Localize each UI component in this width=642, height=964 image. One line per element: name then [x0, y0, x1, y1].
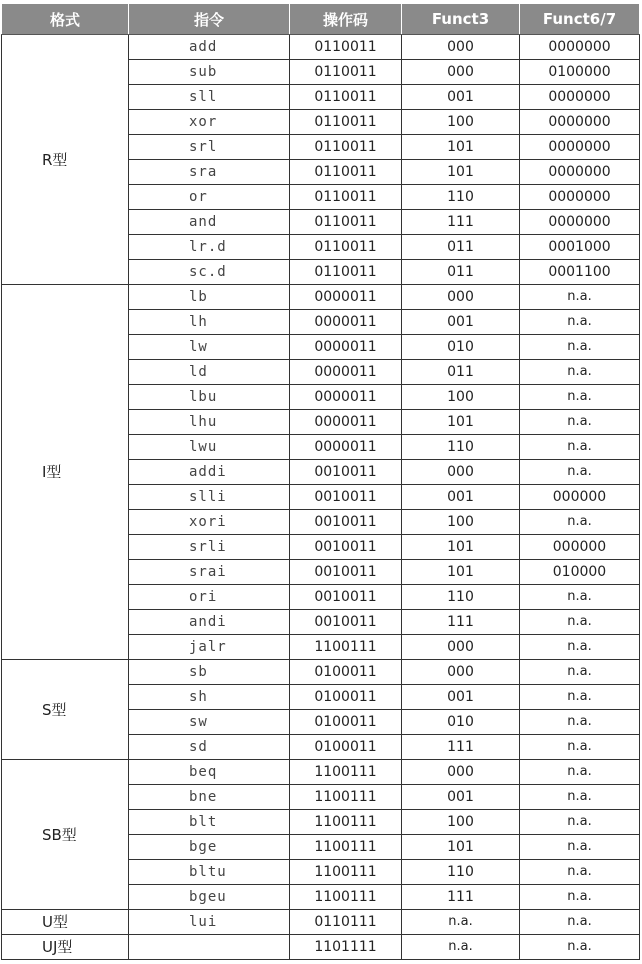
- instruction-encoding-table: [1, 3, 640, 960]
- instruction-cell: sra: [129, 160, 290, 185]
- funct67-cell: n.a.: [520, 785, 640, 810]
- funct3-cell: 001: [402, 685, 520, 710]
- instruction-cell: ld: [129, 360, 290, 385]
- opcode-cell: 1100111: [290, 760, 402, 785]
- instruction-cell: xor: [129, 110, 290, 135]
- opcode-cell: 0110011: [290, 110, 402, 135]
- opcode-cell: 0010011: [290, 535, 402, 560]
- opcode-cell: 0110011: [290, 210, 402, 235]
- funct67-cell: n.a.: [520, 710, 640, 735]
- funct67-cell: n.a.: [520, 510, 640, 535]
- instruction-cell: sb: [129, 660, 290, 685]
- table-row: [2, 35, 640, 60]
- opcode-cell: 1100111: [290, 810, 402, 835]
- funct3-cell: 000: [402, 635, 520, 660]
- opcode-cell: 0010011: [290, 485, 402, 510]
- funct67-cell: n.a.: [520, 285, 640, 310]
- opcode-cell: 0110011: [290, 135, 402, 160]
- opcode-cell: 1100111: [290, 785, 402, 810]
- funct67-cell: 010000: [520, 560, 640, 585]
- opcode-cell: 0000011: [290, 360, 402, 385]
- funct3-cell: 011: [402, 235, 520, 260]
- instruction-cell: srl: [129, 135, 290, 160]
- funct3-cell: 100: [402, 810, 520, 835]
- instruction-cell: [129, 935, 290, 960]
- instruction-cell: xori: [129, 510, 290, 535]
- header-funct67: Funct6/7: [520, 4, 640, 35]
- format-cell: U型: [2, 910, 129, 935]
- funct67-cell: n.a.: [520, 385, 640, 410]
- instruction-cell: lh: [129, 310, 290, 335]
- opcode-cell: 0100011: [290, 660, 402, 685]
- opcode-cell: 0110011: [290, 60, 402, 85]
- table-row: [2, 935, 640, 960]
- funct67-cell: n.a.: [520, 935, 640, 960]
- funct67-cell: n.a.: [520, 410, 640, 435]
- funct3-cell: 001: [402, 310, 520, 335]
- funct67-cell: 0000000: [520, 35, 640, 60]
- opcode-cell: 0000011: [290, 435, 402, 460]
- funct3-cell: 101: [402, 160, 520, 185]
- funct3-cell: 101: [402, 560, 520, 585]
- instruction-cell: sd: [129, 735, 290, 760]
- instruction-cell: lr.d: [129, 235, 290, 260]
- opcode-cell: 0010011: [290, 585, 402, 610]
- instruction-cell: bne: [129, 785, 290, 810]
- funct67-cell: n.a.: [520, 685, 640, 710]
- format-cell: SB型: [2, 760, 129, 910]
- funct3-cell: 100: [402, 385, 520, 410]
- funct67-cell: n.a.: [520, 585, 640, 610]
- funct3-cell: 100: [402, 510, 520, 535]
- instruction-cell: lbu: [129, 385, 290, 410]
- opcode-cell: 1100111: [290, 885, 402, 910]
- table-row: [2, 660, 640, 685]
- opcode-cell: 0010011: [290, 610, 402, 635]
- opcode-cell: 0110011: [290, 260, 402, 285]
- funct3-cell: 111: [402, 610, 520, 635]
- table-row: [2, 285, 640, 310]
- funct3-cell: n.a.: [402, 935, 520, 960]
- opcode-cell: 0010011: [290, 510, 402, 535]
- funct3-cell: n.a.: [402, 910, 520, 935]
- format-cell: R型: [2, 35, 129, 285]
- funct3-cell: 000: [402, 285, 520, 310]
- funct3-cell: 000: [402, 460, 520, 485]
- funct3-cell: 110: [402, 435, 520, 460]
- instruction-cell: bltu: [129, 860, 290, 885]
- format-cell: I型: [2, 285, 129, 660]
- instruction-cell: beq: [129, 760, 290, 785]
- funct67-cell: 000000: [520, 485, 640, 510]
- instruction-cell: srai: [129, 560, 290, 585]
- header-opcode: 操作码: [290, 4, 402, 35]
- instruction-cell: sll: [129, 85, 290, 110]
- funct67-cell: 0000000: [520, 185, 640, 210]
- instruction-cell: blt: [129, 810, 290, 835]
- instruction-cell: lw: [129, 335, 290, 360]
- header-row: [2, 4, 640, 35]
- format-cell: S型: [2, 660, 129, 760]
- funct67-cell: 000000: [520, 535, 640, 560]
- instruction-cell: or: [129, 185, 290, 210]
- instruction-cell: sw: [129, 710, 290, 735]
- funct3-cell: 010: [402, 710, 520, 735]
- opcode-cell: 1100111: [290, 860, 402, 885]
- opcode-cell: 0110111: [290, 910, 402, 935]
- funct3-cell: 010: [402, 335, 520, 360]
- funct67-cell: n.a.: [520, 635, 640, 660]
- funct67-cell: n.a.: [520, 760, 640, 785]
- instruction-cell: bgeu: [129, 885, 290, 910]
- funct3-cell: 101: [402, 835, 520, 860]
- funct3-cell: 100: [402, 110, 520, 135]
- funct3-cell: 101: [402, 410, 520, 435]
- funct67-cell: n.a.: [520, 810, 640, 835]
- instruction-cell: srli: [129, 535, 290, 560]
- funct67-cell: n.a.: [520, 335, 640, 360]
- table-header: [2, 4, 640, 35]
- funct3-cell: 000: [402, 60, 520, 85]
- funct3-cell: 001: [402, 485, 520, 510]
- instruction-cell: bge: [129, 835, 290, 860]
- opcode-cell: 0000011: [290, 310, 402, 335]
- funct67-cell: 0000000: [520, 135, 640, 160]
- opcode-cell: 0000011: [290, 410, 402, 435]
- instruction-cell: slli: [129, 485, 290, 510]
- funct67-cell: 0000000: [520, 160, 640, 185]
- funct3-cell: 111: [402, 885, 520, 910]
- opcode-cell: 1100111: [290, 835, 402, 860]
- table-row: [2, 910, 640, 935]
- opcode-cell: 0000011: [290, 385, 402, 410]
- funct3-cell: 110: [402, 585, 520, 610]
- funct3-cell: 101: [402, 135, 520, 160]
- opcode-cell: 0110011: [290, 35, 402, 60]
- header-funct3: Funct3: [402, 4, 520, 35]
- table-container: [1, 3, 640, 960]
- instruction-cell: lui: [129, 910, 290, 935]
- opcode-cell: 0010011: [290, 560, 402, 585]
- instruction-cell: andi: [129, 610, 290, 635]
- funct67-cell: 0000000: [520, 110, 640, 135]
- funct67-cell: 0001100: [520, 260, 640, 285]
- funct67-cell: n.a.: [520, 735, 640, 760]
- header-instruction: 指令: [129, 4, 290, 35]
- funct67-cell: n.a.: [520, 435, 640, 460]
- opcode-cell: 0110011: [290, 235, 402, 260]
- funct67-cell: n.a.: [520, 885, 640, 910]
- funct3-cell: 011: [402, 360, 520, 385]
- instruction-cell: and: [129, 210, 290, 235]
- opcode-cell: 1100111: [290, 635, 402, 660]
- funct67-cell: n.a.: [520, 660, 640, 685]
- funct3-cell: 000: [402, 760, 520, 785]
- funct3-cell: 111: [402, 735, 520, 760]
- instruction-cell: lwu: [129, 435, 290, 460]
- instruction-cell: sh: [129, 685, 290, 710]
- opcode-cell: 0100011: [290, 735, 402, 760]
- opcode-cell: 0000011: [290, 335, 402, 360]
- instruction-cell: sc.d: [129, 260, 290, 285]
- funct3-cell: 000: [402, 35, 520, 60]
- funct3-cell: 001: [402, 785, 520, 810]
- funct67-cell: 0000000: [520, 85, 640, 110]
- format-cell: UJ型: [2, 935, 129, 960]
- instruction-cell: ori: [129, 585, 290, 610]
- funct67-cell: n.a.: [520, 910, 640, 935]
- funct3-cell: 110: [402, 185, 520, 210]
- funct3-cell: 001: [402, 85, 520, 110]
- instruction-cell: add: [129, 35, 290, 60]
- opcode-cell: 0110011: [290, 185, 402, 210]
- funct67-cell: 0100000: [520, 60, 640, 85]
- funct67-cell: 0001000: [520, 235, 640, 260]
- funct67-cell: n.a.: [520, 860, 640, 885]
- funct3-cell: 011: [402, 260, 520, 285]
- table-row: [2, 760, 640, 785]
- funct67-cell: n.a.: [520, 835, 640, 860]
- funct3-cell: 000: [402, 660, 520, 685]
- funct67-cell: 0000000: [520, 210, 640, 235]
- instruction-cell: lhu: [129, 410, 290, 435]
- funct67-cell: n.a.: [520, 610, 640, 635]
- opcode-cell: 0110011: [290, 85, 402, 110]
- funct3-cell: 101: [402, 535, 520, 560]
- funct3-cell: 111: [402, 210, 520, 235]
- instruction-cell: lb: [129, 285, 290, 310]
- funct67-cell: n.a.: [520, 460, 640, 485]
- funct67-cell: n.a.: [520, 310, 640, 335]
- opcode-cell: 0100011: [290, 685, 402, 710]
- funct67-cell: n.a.: [520, 360, 640, 385]
- opcode-cell: 0110011: [290, 160, 402, 185]
- funct3-cell: 110: [402, 860, 520, 885]
- opcode-cell: 0010011: [290, 460, 402, 485]
- opcode-cell: 1101111: [290, 935, 402, 960]
- opcode-cell: 0000011: [290, 285, 402, 310]
- header-format: 格式: [2, 4, 129, 35]
- table-body: [2, 35, 640, 960]
- instruction-cell: jalr: [129, 635, 290, 660]
- opcode-cell: 0100011: [290, 710, 402, 735]
- instruction-cell: addi: [129, 460, 290, 485]
- instruction-cell: sub: [129, 60, 290, 85]
